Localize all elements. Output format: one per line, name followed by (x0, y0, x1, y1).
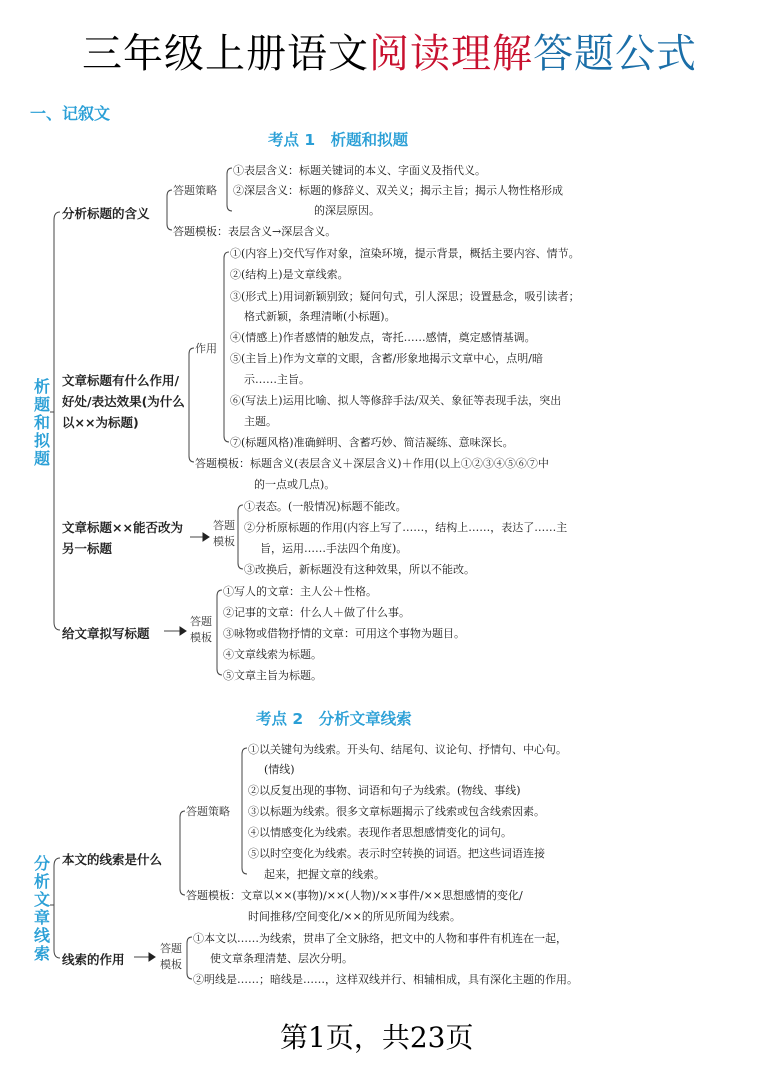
kp1-q2-template-cont: 的一点或几点)。 (254, 478, 336, 491)
kp1-q3-node: 文章标题××能否改为另一标题 (62, 520, 183, 556)
kp1-q3-template-bracket (238, 505, 243, 569)
kp1-q1-item: ②深层含义：标题的修辞义、双关义；揭示主旨；揭示人物性格形成 (233, 184, 563, 197)
kp1-q2-effect-label: 作用 (195, 342, 217, 355)
kp2-q1-item: ②以反复出现的事物、词语和句子为线索。(物线、事线) (248, 784, 521, 797)
kp1-q2-effect-bracket (224, 252, 229, 442)
kp2-q1-template: 答题模板：文章以××(事物)/××(人物)/××事件/××思想感情的变化/ (186, 889, 523, 902)
kp1-q2-item: 格式新颖，条理清晰(小标题)。 (244, 310, 396, 323)
kp1-q2-bracket (189, 348, 194, 462)
kp1-q3-item: 旨，运用……手法四个角度)。 (260, 542, 408, 555)
kp1-q4-arrow-head (180, 627, 186, 635)
kp2-q1-item: ①以关键句为线索。开头句、结尾句、议论句、抒情句、中心句。 (248, 743, 567, 756)
kp2-q1-item: ③以标题为线索。很多文章标题揭示了线索或包含线索因素。 (248, 805, 545, 818)
kp2-main-bracket (54, 858, 60, 958)
title-part-1: 三年级上册语文 (82, 31, 369, 77)
kp1-q2-item: ⑦(标题风格)准确鲜明、含蓄巧妙、简洁凝练、意味深长。 (230, 436, 514, 449)
kp1-q1-bracket (167, 190, 172, 230)
kp1-q2-item: 示……主旨。 (244, 373, 310, 386)
kp1-q1-template: 答题模板：表层含义→深层含义。 (173, 225, 337, 238)
kp2-q1-strategy-bracket (242, 748, 247, 874)
kp1-q1-node: 分析标题的含义 (62, 206, 150, 221)
kp1-q4-item: ②记事的文章：什么人＋做了什么事。 (223, 606, 410, 619)
kp1-q2-node: 文章标题有什么作用/好处/表达效果(为什么以××为标题) (62, 373, 185, 430)
kp2-q1-item: (情线) (264, 763, 295, 776)
kp1-q4-item: ⑤文章主旨为标题。 (223, 669, 322, 682)
kp2-vertical-label: 分析文章线索 (33, 854, 50, 963)
kp2-q1-item: ⑤以时空变化为线索。表示时空转换的词语。把这些词语连接 (248, 847, 545, 860)
kp1-heading: 考点 1 析题和拟题 (268, 131, 409, 149)
kp2-q2-arrow-head (149, 953, 155, 961)
kp2-q1-item: ④以情感变化为线索。表现作者思想感情变化的词句。 (248, 826, 512, 839)
kp1-q2-item: ③(形式上)用词新颖别致；疑问句式，引人深思；设置悬念，吸引读者； (230, 290, 580, 303)
page-number: 第1页，共23页 (280, 1021, 474, 1054)
kp2-heading: 考点 2 分析文章线索 (256, 710, 412, 728)
kp1-q4-node: 给文章拟写标题 (62, 626, 150, 641)
kp1-q4-template-bracket (217, 590, 222, 675)
kp1-main-bracket (54, 212, 60, 630)
kp1-q4-item: ①写人的文章：主人公＋性格。 (223, 585, 377, 598)
kp1-q4-item: ③咏物或借物抒情的文章：可用这个事物为题目。 (223, 627, 465, 640)
kp2-q1-item: 起来，把握文章的线索。 (264, 868, 385, 881)
kp1-q3-template-label: 答题模板 (213, 519, 235, 548)
kp1-q1-item: ①表层含义：标题关键词的本义、字面义及指代义。 (233, 164, 486, 177)
kp1-q2-item: ⑥(写法上)运用比喻、拟人等修辞手法/双关、象征等表现手法，突出 (230, 394, 562, 407)
kp1-q2-item: ⑤(主旨上)作为文章的文眼，含蓄/形象地揭示文章中心，点明/暗 (230, 352, 543, 365)
kp2-q1-template-cont: 时间推移/空间变化/××的所见所闻为线索。 (248, 910, 461, 923)
kp2-q1-node: 本文的线索是什么 (62, 852, 163, 867)
kp1-q3-arrow-head (203, 533, 209, 541)
kp1-q2-item: ④(情感上)作者感情的触发点，寄托……感情，奠定感情基调。 (230, 331, 536, 344)
kp1-q3-item: ③改换后，新标题没有这种效果，所以不能改。 (244, 563, 475, 576)
kp1-q4-item: ④文章线索为标题。 (223, 648, 322, 661)
kp2-q2-template-bracket (187, 937, 192, 979)
kp2-q1-strategy-label: 答题策略 (186, 805, 230, 818)
kp1-q1-strategy-bracket (227, 168, 232, 211)
kp1-q1-strategy-label: 答题策略 (173, 184, 217, 197)
title-part-3: 答题公式 (533, 31, 697, 77)
kp1-q4-template-label: 答题模板 (190, 615, 212, 644)
kp2-q2-template-label: 答题模板 (160, 942, 182, 971)
kp1-q1-item: 的深层原因。 (314, 204, 380, 217)
kp1-q3-item: ①表态。(一般情况)标题不能改。 (244, 500, 407, 513)
kp1-vertical-label: 析题和拟题 (33, 377, 50, 468)
kp1-q3-item: ②分析原标题的作用(内容上写了……，结构上……，表达了……主 (244, 521, 568, 534)
section-heading: 一、记叙文 (30, 104, 111, 123)
kp2-q1-bracket (180, 811, 185, 895)
kp1-q2-item: ②(结构上)是文章线索。 (230, 268, 349, 281)
kp2-q2-item: ①本文以……为线索，贯串了全文脉络，把文中的人物和事件有机连在一起， (193, 932, 567, 945)
title-part-2: 阅读理解 (369, 31, 533, 77)
kp2-q2-item: ②明线是……；暗线是……，这样双线并行、相辅相成，具有深化主题的作用。 (193, 973, 578, 986)
kp1-q2-item: 主题。 (244, 415, 277, 428)
kp1-q2-item: ①(内容上)交代写作对象，渲染环境，提示背景，概括主要内容、情节。 (230, 247, 580, 260)
kp2-q2-item: 使文章条理清楚、层次分明。 (210, 952, 353, 965)
kp2-q2-node: 线索的作用 (62, 952, 125, 967)
kp1-q2-template: 答题模板：标题含义(表层含义＋深层含义)＋作用(以上①②③④⑤⑥⑦中 (195, 457, 549, 470)
